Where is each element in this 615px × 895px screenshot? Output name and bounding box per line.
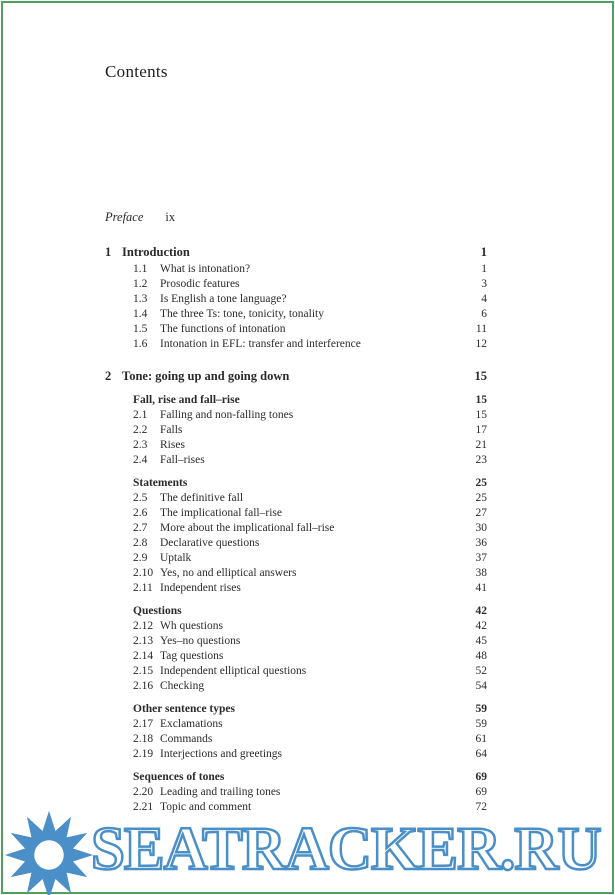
sun-icon — [3, 809, 95, 895]
entry-number: 1.4 — [133, 308, 148, 320]
entry-page: 27 — [475, 507, 487, 519]
entry-title: More about the implicational fall–rise — [160, 522, 335, 534]
entry-page: 48 — [475, 650, 487, 662]
entry-page: 15 — [475, 409, 487, 421]
preface-row — [105, 210, 175, 225]
toc — [105, 244, 487, 815]
entry-title: Rises — [160, 439, 185, 451]
group-page: 69 — [475, 771, 487, 783]
entry-title: Leading and trailing tones — [160, 786, 281, 798]
toc-entry — [105, 491, 487, 506]
group-title: Sequences of tones — [133, 771, 225, 783]
entry-page: 30 — [475, 522, 487, 534]
entry-number: 2.19 — [133, 748, 154, 760]
entry-title: Independent rises — [160, 582, 241, 594]
group-page: 25 — [475, 477, 487, 489]
entry-title: Is English a tone language? — [160, 293, 287, 305]
entry-title: What is intonation? — [160, 263, 251, 275]
entry-page: 21 — [475, 439, 487, 451]
entry-number: 2.21 — [133, 801, 154, 813]
toc-entry — [105, 521, 487, 536]
entry-title: Exclamations — [160, 718, 223, 730]
entry-title: Commands — [160, 733, 213, 745]
toc-entry — [105, 619, 487, 634]
entry-page: 54 — [475, 680, 487, 692]
toc-entry — [105, 634, 487, 649]
entry-title: The three Ts: tone, tonicity, tonality — [160, 308, 324, 320]
entry-page: 17 — [475, 424, 487, 436]
toc-entry — [105, 664, 487, 679]
entry-number: 2.17 — [133, 718, 154, 730]
entry-number: 2.14 — [133, 650, 154, 662]
group-page: 59 — [475, 703, 487, 715]
entry-number: 2.3 — [133, 439, 148, 451]
entry-page: 45 — [475, 635, 487, 647]
entry-page: 37 — [475, 552, 487, 564]
entry-title: Wh questions — [160, 620, 223, 632]
entry-number: 2.1 — [133, 409, 148, 421]
entry-title: The definitive fall — [160, 492, 244, 504]
toc-chapter — [105, 244, 487, 352]
watermark — [3, 809, 613, 891]
group-page: 42 — [475, 605, 487, 617]
entry-number: 1.5 — [133, 323, 148, 335]
toc-entry — [105, 277, 487, 292]
toc-entry — [105, 747, 487, 762]
toc-entry — [105, 566, 487, 581]
entry-title: The functions of intonation — [160, 323, 286, 335]
entry-page: 41 — [475, 582, 487, 594]
entry-number: 2.7 — [133, 522, 148, 534]
entry-title: Topic and comment — [160, 801, 252, 813]
entry-number: 2.9 — [133, 552, 148, 564]
toc-entry — [105, 438, 487, 453]
entry-page: 52 — [475, 665, 487, 677]
toc-entry — [105, 536, 487, 551]
toc-entry — [105, 551, 487, 566]
entry-number: 1.3 — [133, 293, 148, 305]
toc-chapter — [105, 368, 487, 815]
chapter-heading — [105, 368, 487, 385]
entry-page: 23 — [475, 454, 487, 466]
preface-label: Preface — [105, 210, 144, 224]
entry-page: 25 — [475, 492, 487, 504]
toc-group — [105, 604, 487, 694]
entry-number: 2.4 — [133, 454, 148, 466]
group-title: Other sentence types — [133, 703, 235, 715]
entry-title: Yes–no questions — [160, 635, 241, 647]
entry-number: 2.5 — [133, 492, 148, 504]
entry-title: Prosodic features — [160, 278, 240, 290]
entry-title: Interjections and greetings — [160, 748, 282, 760]
entry-number: 2.18 — [133, 733, 154, 745]
entry-page: 1 — [481, 263, 487, 275]
entry-title: Independent elliptical questions — [160, 665, 307, 677]
entry-page: 4 — [481, 293, 487, 305]
toc-entry — [105, 717, 487, 732]
chapter-title: Introduction — [122, 245, 190, 259]
entry-number: 2.2 — [133, 424, 148, 436]
entry-number: 2.16 — [133, 680, 154, 692]
entry-number: 1.1 — [133, 263, 148, 275]
entry-page: 6 — [481, 308, 487, 320]
toc-group — [105, 393, 487, 468]
chapter-number: 1 — [105, 245, 112, 259]
entry-title: Yes, no and elliptical answers — [160, 567, 297, 579]
entry-page: 11 — [475, 323, 487, 335]
entry-page: 72 — [475, 801, 487, 813]
group-heading — [105, 604, 487, 619]
toc-entry — [105, 649, 487, 664]
entry-title: Fall–rises — [160, 454, 205, 466]
toc-entry — [105, 679, 487, 694]
group-page: 15 — [475, 394, 487, 406]
toc-group — [105, 476, 487, 596]
group-heading — [105, 393, 487, 408]
toc-entry — [105, 337, 487, 352]
toc-entry — [105, 262, 487, 277]
toc-entry — [105, 322, 487, 337]
entry-title: Intonation in EFL: transfer and interference — [160, 338, 361, 350]
group-heading — [105, 702, 487, 717]
toc-entry — [105, 581, 487, 596]
chapter-title: Tone: going up and going down — [122, 369, 290, 383]
entry-number: 2.11 — [133, 582, 153, 594]
toc-entry — [105, 292, 487, 307]
toc-group — [105, 702, 487, 762]
entry-number: 2.20 — [133, 786, 154, 798]
toc-entry — [105, 408, 487, 423]
entry-page: 59 — [475, 718, 487, 730]
entry-title: Tag questions — [160, 650, 224, 662]
entry-page: 64 — [475, 748, 487, 760]
entry-page: 69 — [475, 786, 487, 798]
entry-title: Uptalk — [160, 552, 192, 564]
group-title: Questions — [133, 605, 182, 617]
page-title: Contents — [105, 62, 168, 81]
entry-page: 38 — [475, 567, 487, 579]
entry-number: 2.13 — [133, 635, 154, 647]
watermark-text: SEATRACKER.RU — [91, 815, 601, 883]
group-heading — [105, 476, 487, 491]
entry-number: 1.2 — [133, 278, 148, 290]
entry-title: The implicational fall–rise — [160, 507, 282, 519]
entry-page: 12 — [475, 338, 487, 350]
entry-title: Declarative questions — [160, 537, 260, 549]
entry-page: 36 — [475, 537, 487, 549]
toc-entry — [105, 732, 487, 747]
entry-number: 2.6 — [133, 507, 148, 519]
entry-number: 2.12 — [133, 620, 154, 632]
entry-number: 2.10 — [133, 567, 154, 579]
chapter-page: 1 — [480, 245, 487, 259]
entry-page: 42 — [475, 620, 487, 632]
toc-entry — [105, 423, 487, 438]
group-title: Statements — [133, 477, 188, 489]
entry-page: 3 — [481, 278, 487, 290]
entry-title: Falls — [160, 424, 183, 436]
toc-entry — [105, 785, 487, 800]
chapter-page: 15 — [474, 369, 487, 383]
group-title: Fall, rise and fall–rise — [133, 394, 240, 406]
toc-group — [105, 262, 487, 352]
toc-entry — [105, 307, 487, 322]
entry-number: 2.8 — [133, 537, 148, 549]
entry-page: 61 — [475, 733, 487, 745]
entry-title: Checking — [160, 680, 205, 692]
entry-title: Falling and non-falling tones — [160, 409, 294, 421]
toc-entry — [105, 506, 487, 521]
toc-entry — [105, 453, 487, 468]
entry-number: 2.15 — [133, 665, 154, 677]
chapter-number: 2 — [105, 369, 112, 383]
entry-number: 1.6 — [133, 338, 148, 350]
chapter-heading — [105, 244, 487, 261]
group-heading — [105, 770, 487, 785]
preface-page: ix — [165, 210, 176, 224]
